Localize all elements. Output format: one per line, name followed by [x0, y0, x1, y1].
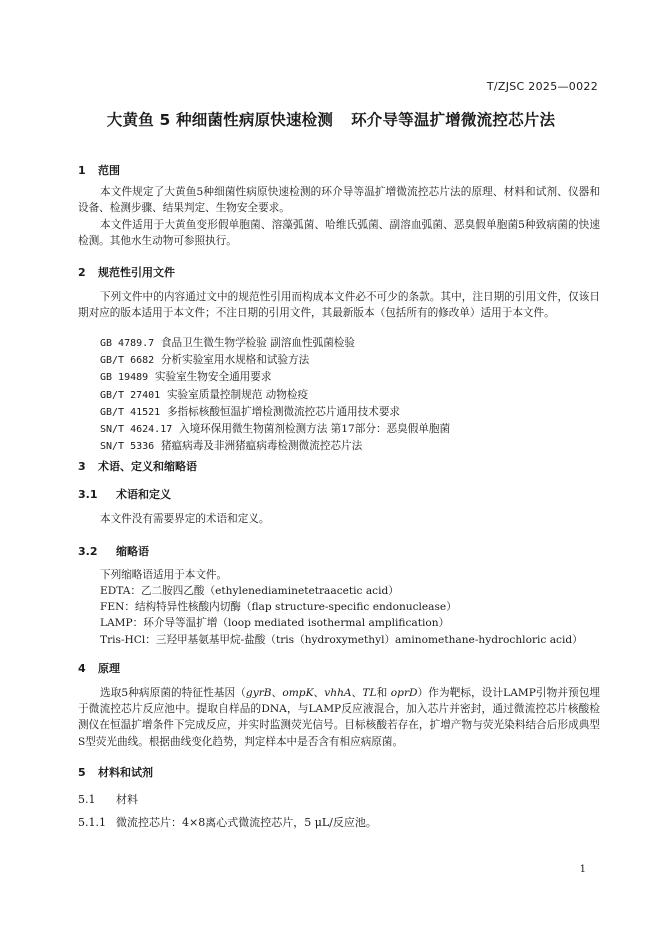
- section-4-heading: 4 原理: [78, 662, 120, 675]
- list-item: GB/T 27401 实验室质量控制规范 动物检疫: [100, 388, 309, 401]
- list-item: GB/T 6682 分析实验室用水规格和试验方法: [100, 354, 310, 367]
- section-2-intro: 下列文件中的内容通过文中的规范性引用而构成本文件必不可少的条款。其中，注日期的引用文件，仅该日期对应的版本适用于本文件；不注日期的引用文件，其最新版本（包括所有的修改单）适用于本文件。: [78, 291, 600, 320]
- reference-list: [100, 335, 450, 455]
- section-4-paragraph: 选取5种病原菌的特征性基因（gyrB、ompK、vhhA、TL和 oprD）作为靶标，设计LAMP引物并预包埋于微流控芯片反应池中。提取自样品的DNA，与LAMP反应液混合，加入芯片并密封，通过微流控芯片核酸检测仪在恒温扩增条件下完成反应，并实时监测荧光信号。目标核酸若存在，扩增产物与荧光染料结合后形成典型S型荧光曲线。根据曲线变化趋势，判定样本中是否含有相应病原菌。: [78, 687, 601, 748]
- section-3-2-heading: 3.2 缩略语: [78, 545, 149, 558]
- section-1-heading: 1 范围: [78, 164, 120, 177]
- list-item: Tris-HCl：三羟甲基氨基甲烷-盐酸（tris（hydroxymethyl）aminomethane-hydrochloric acid）: [100, 633, 583, 646]
- section-5-1-1: 5.1.1 微流控芯片：4×8离心式微流控芯片，5 μL/反应池。: [78, 816, 377, 829]
- list-item: FEN：结构特异性核酸内切酶（flap structure-specific endonuclease）: [100, 601, 457, 614]
- section-3-1-heading: 3.1 术语和定义: [78, 488, 171, 501]
- title-part1: 大黄鱼 5 种细菌性病原快速检测: [106, 111, 334, 129]
- list-item: LAMP：环介导等温扩增（loop mediated isothermal amplification）: [100, 617, 450, 630]
- list-item: GB/T 41521 多指标核酸恒温扩增检测微流控芯片通用技术要求: [100, 405, 401, 418]
- list-item: EDTA：乙二胺四乙酸（ethylenediaminetetraacetic acid）: [100, 585, 399, 597]
- section-2-heading: 2 规范性引用文件: [78, 266, 175, 279]
- section-1-paragraph-1: 本文件规定了大黄鱼5种细菌性病原快速检测的环介导等温扩增微流控芯片法的原理、材料和试剂、仪器和设备、检测步骤、结果判定、生物安全要求。: [78, 186, 600, 215]
- page-number: 1: [579, 864, 586, 875]
- section-3-1-text: 本文件没有需要界定的术语和定义。: [100, 513, 270, 525]
- list-item: GB 19489 实验室生物安全通用要求: [100, 371, 272, 384]
- section-5-1-heading: 5.1 材料: [78, 793, 138, 806]
- section-3-heading: 3 术语、定义和缩略语: [78, 460, 197, 473]
- document-title: [0, 108, 662, 130]
- standard-code: T/ZJSC 2025—0022: [486, 80, 598, 93]
- list-item: SN/T 4624.17 入境环保用微生物菌剂检测方法 第17部分：恶臭假单胞菌: [100, 423, 451, 436]
- section-1-paragraph-2: 本文件适用于大黄鱼变形假单胞菌、溶藻弧菌、哈维氏弧菌、副溶血弧菌、恶臭假单胞菌5种致病菌的快速检测。其他水生动物可参照执行。: [78, 219, 600, 248]
- list-item: GB 4789.7 食品卫生微生物学检验 副溶血性弧菌检验: [100, 337, 355, 349]
- list-item: SN/T 5336 猪瘟病毒及非洲猪瘟病毒检测微流控芯片法: [100, 440, 363, 453]
- section-3-2-intro: 下列缩略语适用于本文件。: [100, 569, 228, 581]
- abbreviation-list: [100, 583, 583, 648]
- title-part2: 环介导等温扩增微流控芯片法: [351, 111, 556, 129]
- section-5-heading: 5 材料和试剂: [78, 766, 153, 779]
